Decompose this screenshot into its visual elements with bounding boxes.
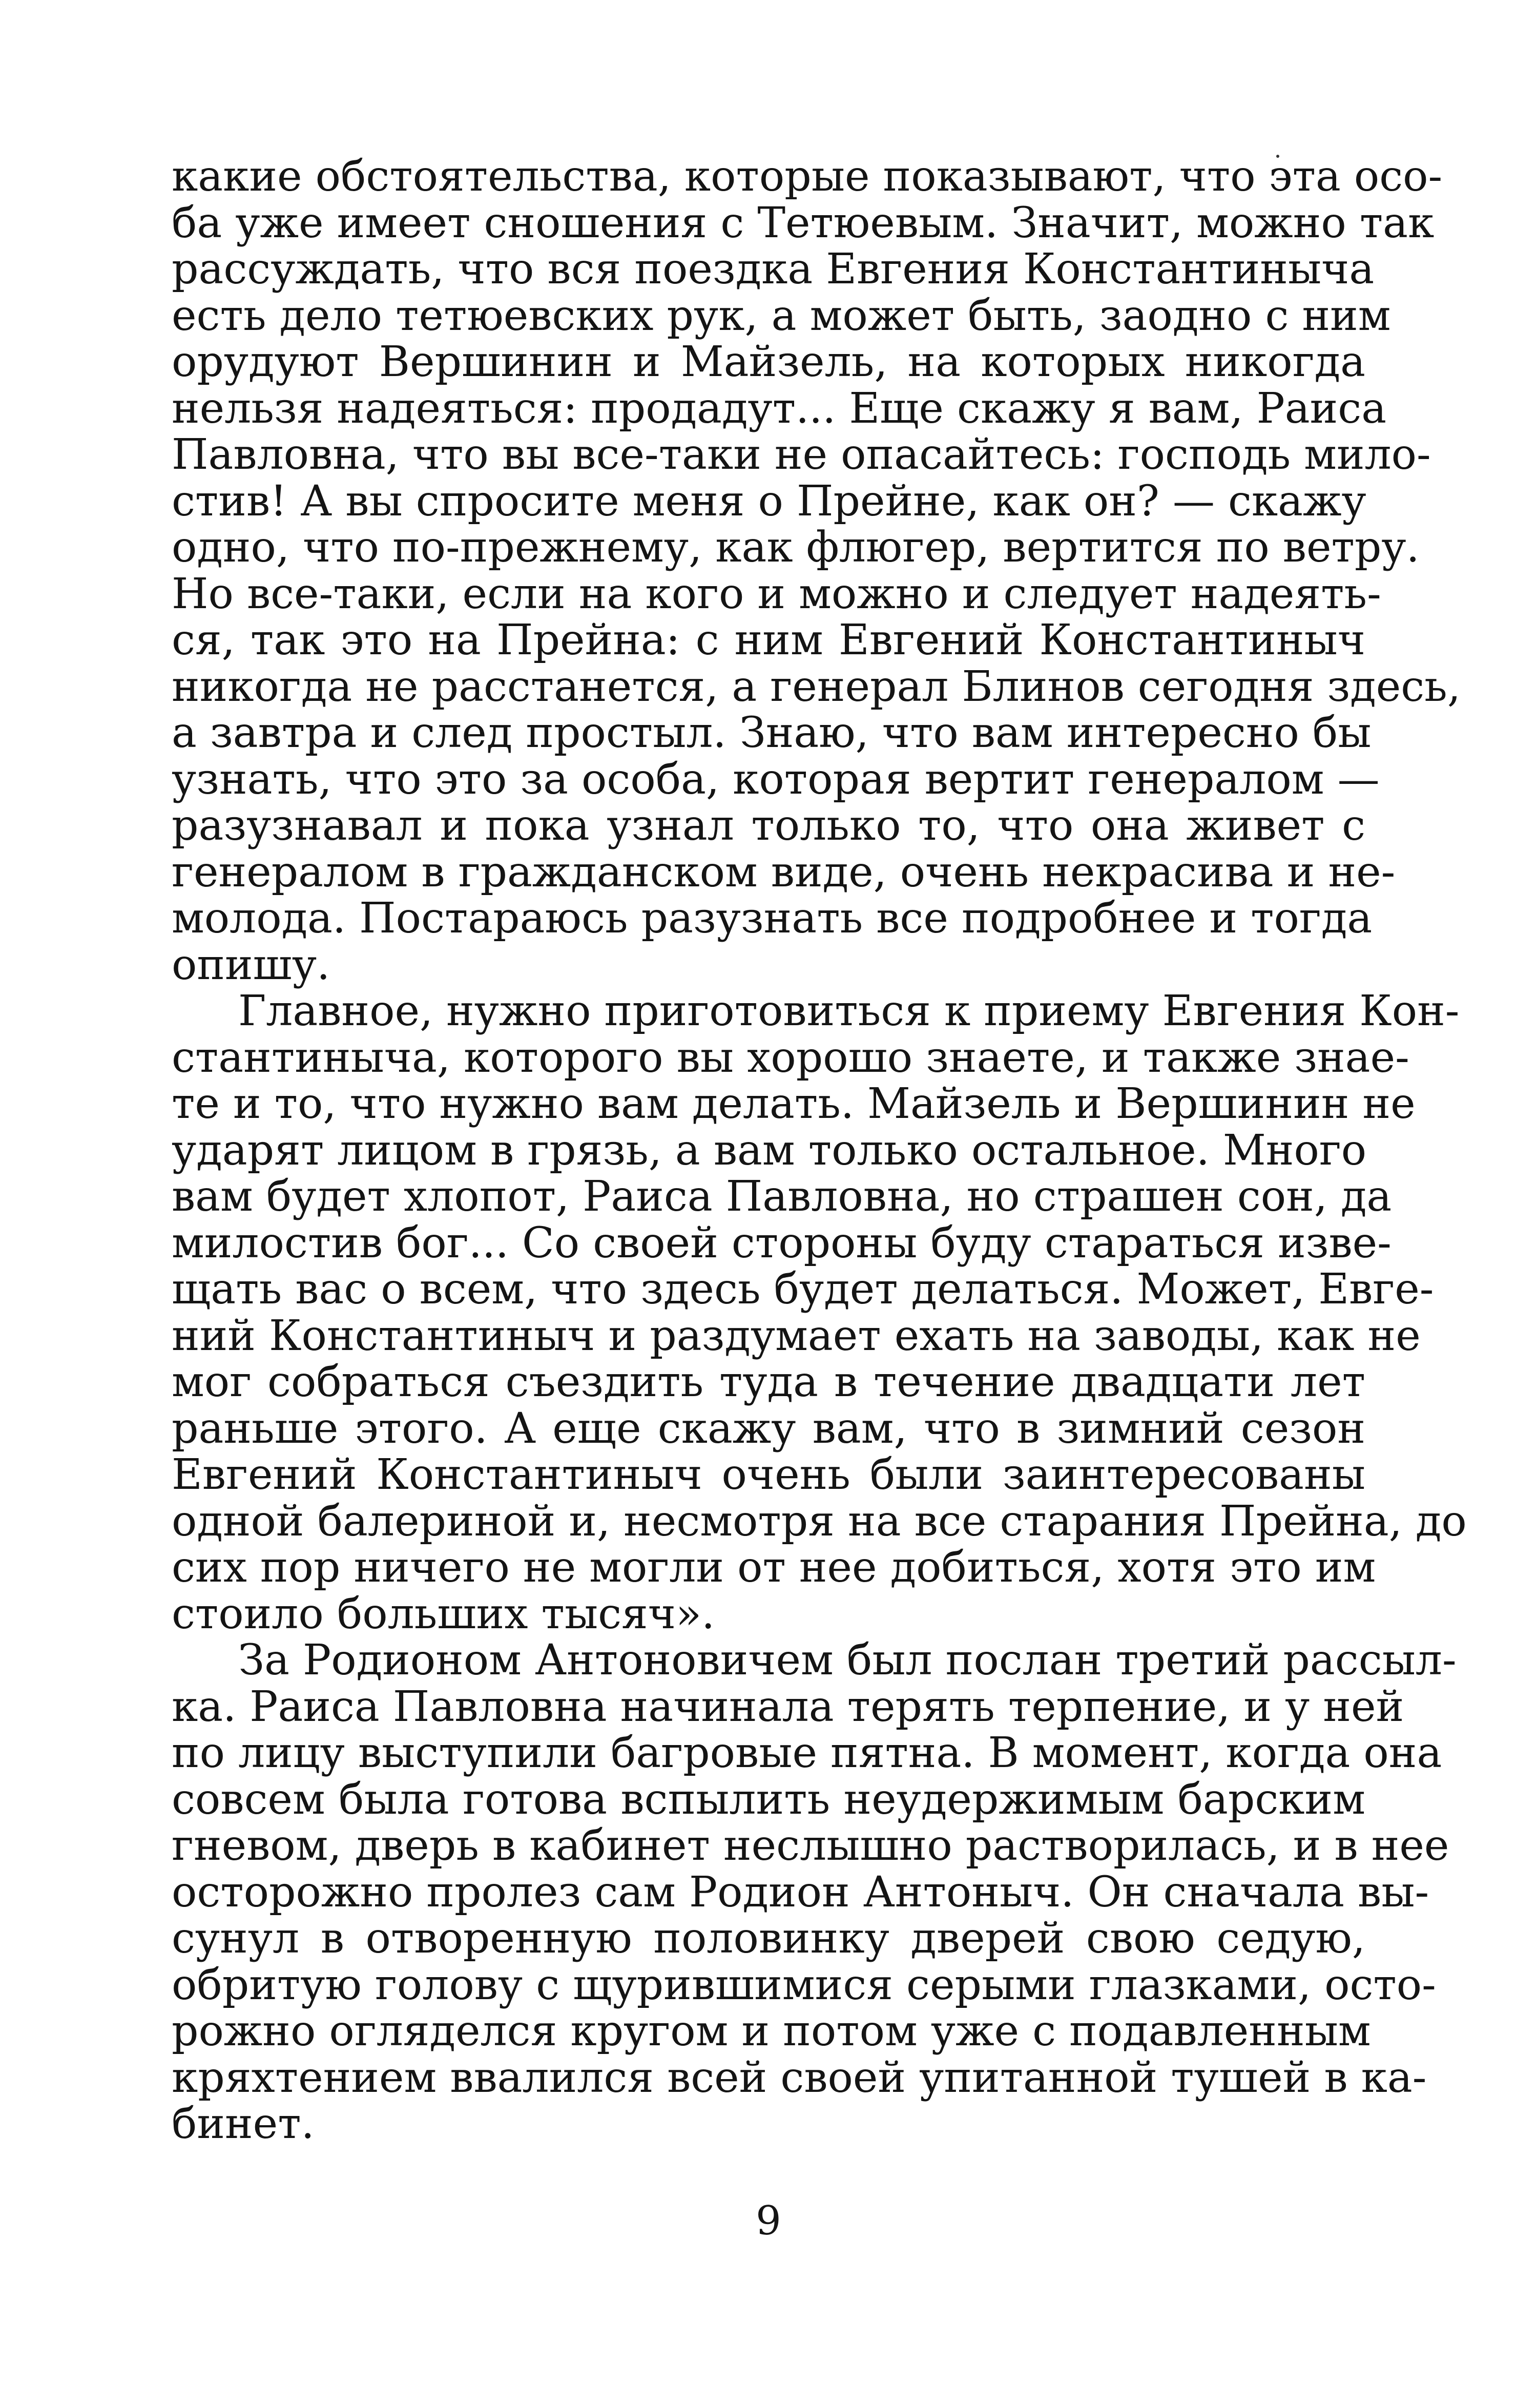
page-number: 9 <box>756 2198 781 2244</box>
text-line: разузнавал и пока узнал только то, что она живет с <box>172 801 1365 850</box>
text-line: опишу. <box>172 940 330 989</box>
text-line: ба уже имеет сношения с Тетюевым. Значит, можно так <box>172 198 1435 247</box>
text-line: никогда не расстанется, а генерал Блинов сегодня здесь, <box>172 662 1461 711</box>
text-line: осторожно пролез сам Родион Антоныч. Он сначала вы- <box>172 1867 1429 1917</box>
text-line: ударят лицом в грязь, а вам только остальное. Много <box>172 1126 1367 1175</box>
text-line: сунул в отворенную половинку дверей свою седую, <box>172 1914 1365 1963</box>
text-line: Евгений Константиныч очень были заинтересованы <box>172 1450 1365 1499</box>
text-line: какие обстоятельства, которые показывают, что эта осо- <box>172 152 1443 201</box>
text-line: мог собраться съездить туда в течение двадцати лет <box>172 1358 1365 1406</box>
text-line: одной балериной и, несмотря на все старания Прейна, до <box>172 1497 1467 1546</box>
text-line: совсем была готова вспылить неудержимым барским <box>172 1775 1365 1824</box>
text-line: орудуют Вершинин и Майзель, на которых никогда <box>172 338 1365 386</box>
text-line: кряхтением ввалился всей своей упитанной тушей в ка- <box>172 2053 1427 2102</box>
text-line: те и то, что нужно вам делать. Майзель и Вершинин не <box>172 1080 1416 1128</box>
text-line: одно, что по-прежнему, как флюгер, вертится по ветру. <box>172 523 1420 572</box>
text-line: ся, так это на Прейна: с ним Евгений Константиныч <box>172 616 1365 665</box>
text-line: Но все-таки, если на кого и можно и следует надеять- <box>172 569 1381 618</box>
page-text <box>172 152 1467 2148</box>
text-line: сих пор ничего не могли от нее добиться, хотя это им <box>172 1543 1376 1592</box>
text-line: раньше этого. А еще скажу вам, что в зимний сезон <box>172 1404 1365 1453</box>
text-line: молода. Постараюсь разузнать все подробнее и тогда <box>172 894 1373 943</box>
text-line: ка. Раиса Павловна начинала терять терпение, и у ней <box>172 1682 1404 1731</box>
text-line: стив! А вы спросите меня о Прейне, как он? — скажу <box>172 476 1366 526</box>
text-line: стоило больших тысяч». <box>172 1589 715 1638</box>
text-line: есть дело тетюевских рук, а может быть, заодно с ним <box>172 291 1391 340</box>
text-line: а завтра и след простыл. Знаю, что вам интересно бы <box>172 709 1372 757</box>
text-line: вам будет хлопот, Раиса Павловна, но страшен сон, да <box>172 1172 1392 1221</box>
text-line: ний Константиныч и раздумает ехать на заводы, как не <box>172 1311 1421 1360</box>
text-line: рассуждать, что вся поездка Евгения Константиныча <box>172 245 1375 294</box>
text-line: нельзя надеяться: продадут... Еще скажу я вам, Раиса <box>172 384 1387 433</box>
text-line: Павловна, что вы все-таки не опасайтесь: господь мило- <box>172 430 1431 479</box>
text-line: стантиныча, которого вы хорошо знаете, и также знае- <box>172 1033 1409 1082</box>
text-line: Главное, нужно приготовиться к приему Евгения Кон- <box>238 987 1460 1035</box>
text-line: гневом, дверь в кабинет неслышно растворилась, и в нее <box>172 1821 1449 1870</box>
text-line: по лицу выступили багровые пятна. В момент, когда она <box>172 1729 1442 1777</box>
text-line: милостив бог... Со своей стороны буду стараться изве- <box>172 1218 1391 1268</box>
text-line: узнать, что это за особа, которая вертит генералом — <box>172 755 1380 804</box>
text-line: щать вас о всем, что здесь будет делаться. Может, Евге- <box>172 1265 1434 1314</box>
text-line: За Родионом Антоновичем был послан третий рассыл- <box>238 1636 1457 1685</box>
text-line: генералом в гражданском виде, очень некрасива и не- <box>172 847 1396 897</box>
text-line: рожно огляделся кругом и потом уже с подавленным <box>172 2007 1371 2056</box>
text-line: обритую голову с щурившимися серыми глазками, осто- <box>172 1960 1436 2009</box>
text-line: бинет. <box>172 2100 315 2148</box>
